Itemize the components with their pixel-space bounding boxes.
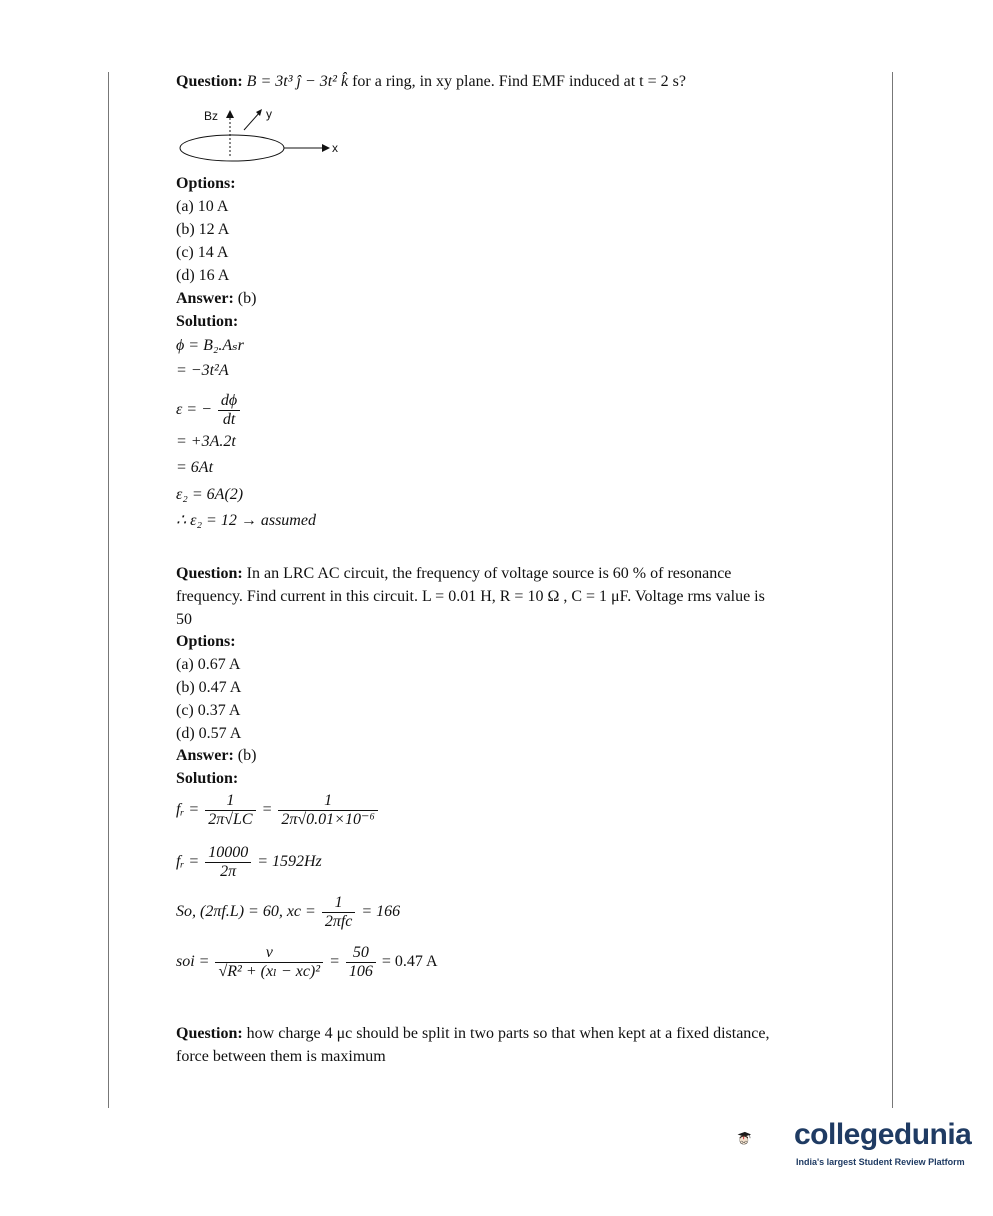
soi-den: √R² + (xₗ − xc)² [218, 963, 321, 980]
q2-question-label: Question: [176, 565, 243, 582]
q3-text1: how charge 4 μc should be split in two parts so that when kept at a fixed distance, [242, 1025, 770, 1042]
q1-question-text: for a ring, in xy plane. Find EMF induced at t = 2 s? [348, 73, 686, 90]
ring-diagram [176, 108, 356, 164]
so-den: 2πfc [324, 913, 353, 930]
q1-answer: (b) [233, 290, 257, 307]
q1-options-label: Options: [176, 175, 236, 192]
q1-step: = −3t²A [176, 362, 229, 379]
so-fraction [322, 894, 356, 931]
q1-frac-den: dt [222, 411, 236, 428]
soi-equals: = [329, 953, 340, 971]
q1-option: (a) 10 A [176, 198, 229, 215]
q2-option: (a) 0.67 A [176, 656, 241, 673]
q1-option: (d) 16 A [176, 267, 230, 284]
fr-label: fᵣ = [176, 801, 200, 819]
q1-step-derivative [176, 392, 242, 429]
q2-fr2-equation [176, 844, 322, 881]
fr2-result: = 1592Hz [257, 853, 322, 871]
q2-answer: (b) [233, 747, 257, 764]
q2-option: (c) 0.37 A [176, 702, 241, 719]
q2-option: (b) 0.47 A [176, 679, 242, 696]
q1-step: ϕ = B₂.Aₛr [176, 337, 244, 354]
q2-soi-equation [176, 944, 438, 981]
q2-solution-label: Solution: [176, 770, 239, 787]
fr2-fraction [205, 844, 251, 881]
soi-num-2: 50 [346, 944, 376, 963]
so-num: 1 [322, 894, 356, 913]
q1-frac-num: dϕ [218, 392, 240, 411]
q2-question-line1 [176, 564, 731, 584]
logo-tagline: India's largest Student Review Platform [796, 1157, 965, 1167]
soi-num: v [215, 944, 323, 963]
fr2-den: 2π [220, 863, 237, 880]
fr-den-2: 2π√0.01×10⁻⁶ [281, 811, 375, 828]
collegedunia-logo[interactable] [736, 1108, 796, 1172]
fr-fraction-1 [205, 792, 255, 829]
q1-step: ε₂ = 6A(2) [176, 486, 244, 503]
q2-so-equation [176, 894, 400, 931]
q2-text3: 50 [176, 611, 192, 628]
fr-fraction-2 [278, 792, 378, 829]
q1-step-eps: ε = − [176, 401, 212, 419]
soi-prefix: soi = [176, 953, 210, 971]
q1-option: (c) 14 A [176, 244, 229, 261]
q1-step: ∴ ε₂ = 12 → assumed [176, 512, 316, 529]
fr-num-1: 1 [205, 792, 255, 811]
diagram-bz-label: Bz [204, 109, 219, 123]
q1-solution-label: Solution: [176, 313, 239, 330]
q3-text2: force between them is maximum [176, 1048, 386, 1065]
fr-num-2: 1 [278, 792, 378, 811]
q2-option: (d) 0.57 A [176, 725, 242, 742]
soi-den-2: 106 [348, 963, 373, 980]
logo-wordmark: collegedunia [794, 1118, 972, 1151]
q2-fr-equation [176, 792, 380, 829]
q3-question-label: Question: [176, 1025, 243, 1042]
q1-expression: B = 3t³ ĵ − 3t² k̂ [246, 73, 349, 90]
soi-result: = 0.47 A [381, 953, 438, 971]
diagram-x-label: x [332, 141, 338, 155]
q2-text2: frequency. Find current in this circuit. L = 0.01 H, R = 10 Ω , C = 1 μF. Voltage rms value is [176, 588, 765, 605]
q1-derivative-fraction [218, 392, 240, 429]
so-result: = 166 [361, 903, 401, 921]
q1-step: = +3A.2t [176, 433, 236, 450]
soi-fraction-2 [346, 944, 376, 981]
q1-question-label: Question: [176, 73, 243, 90]
q2-answer-label: Answer: [176, 747, 234, 764]
fr-den-1: 2π√LC [208, 811, 253, 828]
q3-question-line1 [176, 1024, 770, 1044]
mascot-icon [738, 1132, 752, 1145]
left-margin-rule [108, 72, 109, 1108]
q1-question [176, 72, 686, 92]
fr-equals: = [261, 801, 273, 819]
fr2-label: fᵣ = [176, 853, 200, 871]
soi-fraction-1 [215, 944, 323, 981]
right-margin-rule [892, 72, 893, 1108]
so-prefix: So, (2πf.L) = 60, xc = [176, 903, 316, 921]
q1-option: (b) 12 A [176, 221, 230, 238]
fr2-num: 10000 [205, 844, 251, 863]
q1-step: = 6At [176, 459, 214, 476]
q2-text1: In an LRC AC circuit, the frequency of voltage source is 60 % of resonance [242, 565, 732, 582]
q2-options-label: Options: [176, 633, 236, 650]
q1-answer-label: Answer: [176, 290, 234, 307]
diagram-y-label: y [266, 108, 272, 121]
